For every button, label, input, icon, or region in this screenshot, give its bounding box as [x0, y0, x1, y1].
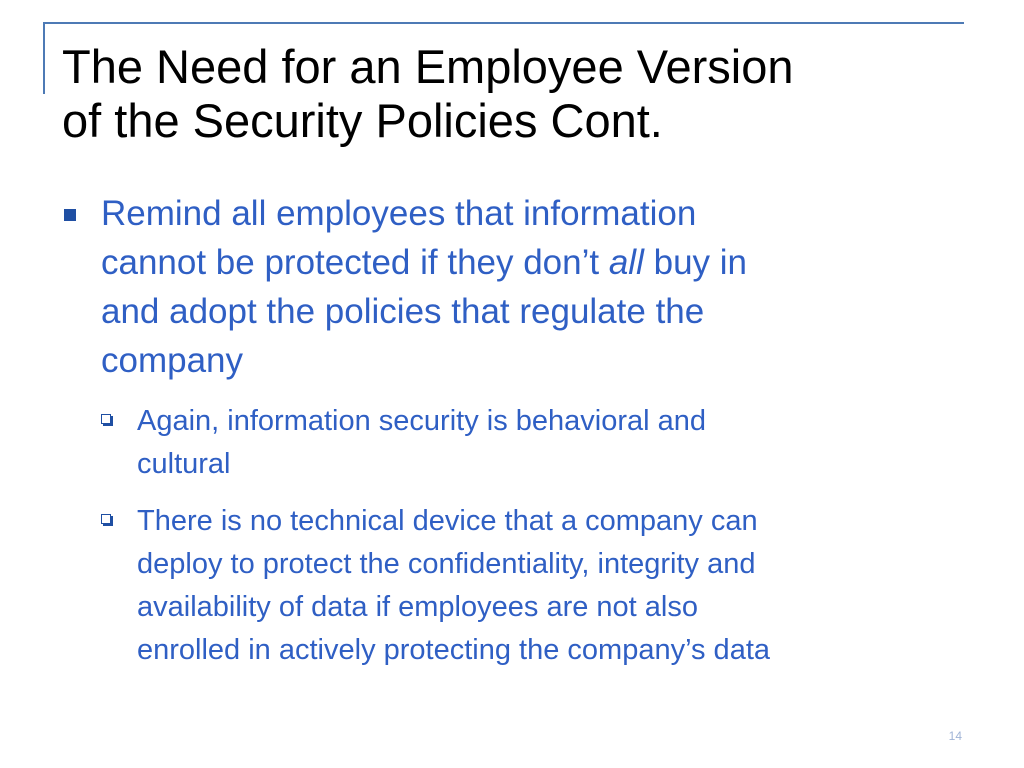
main-bullet-line-2	[101, 238, 962, 287]
main-bullet-text	[101, 189, 962, 385]
sub-bullet-1-line-1: Again, information security is behavioral and	[137, 405, 707, 437]
title-frame-top-rule	[43, 22, 964, 24]
square-bullet-icon	[64, 209, 76, 221]
sub-bullet-1-text	[137, 400, 980, 486]
sub-bullet-2	[100, 500, 980, 672]
slide-title-line-2: of the Security Policies Cont.	[62, 94, 663, 147]
sub-bullet-2-line-1: There is no technical device that a company can	[137, 505, 758, 537]
sub-bullet-2-line-2: deploy to protect the confidentiality, integrity and	[137, 548, 756, 580]
title-frame-left-rule	[43, 22, 45, 94]
main-bullet	[62, 189, 962, 385]
main-bullet-line-4: company	[101, 341, 244, 380]
main-bullet-line-1: Remind all employees that information	[101, 194, 697, 233]
sub-bullet-2-line-4: enrolled in actively protecting the company’s data	[137, 634, 771, 666]
sub-bullet-1-line-2: cultural	[137, 448, 231, 480]
emphasis-all: all	[608, 243, 644, 282]
sub-bullet-2-line-3: availability of data if employees are not also	[137, 591, 698, 623]
slide-title	[62, 40, 982, 148]
page-number: 14	[948, 729, 962, 743]
sub-bullet-2-text	[137, 500, 980, 672]
hollow-square-bullet-icon	[101, 414, 111, 424]
hollow-square-bullet-icon	[101, 514, 111, 524]
slide-title-line-1: The Need for an Employee Version	[62, 40, 794, 93]
main-bullet-line-2-start: cannot be protected if they don’t	[101, 243, 609, 282]
main-bullet-line-3: and adopt the policies that regulate the	[101, 292, 705, 331]
sub-bullet-1	[100, 400, 980, 486]
main-bullet-line-2-end: buy in	[643, 243, 747, 282]
